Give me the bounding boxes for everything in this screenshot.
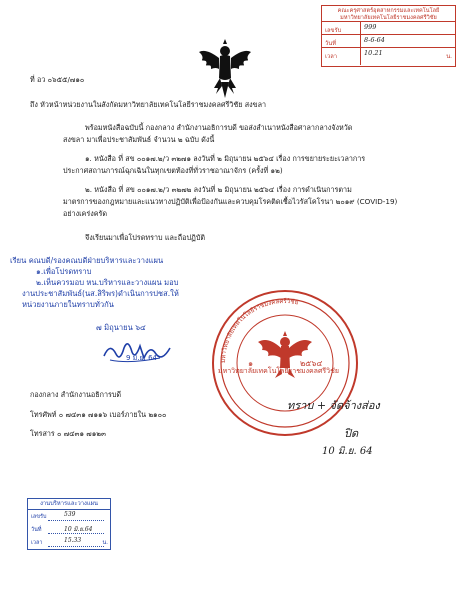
- receipt-stamp-header-line1: คณะครุศาสตร์อุตสาหกรรมและเทคโนโลยี: [337, 8, 440, 14]
- handwritten-note-line3: 10 มิ.ย. 64: [322, 446, 373, 457]
- admin-time-label: เวลา: [31, 540, 43, 546]
- paragraph1-line2: สงขลา มาเพื่อประชาสัมพันธ์ จำนวน ๒ ฉบับ ดังนี้: [63, 135, 215, 144]
- seal-inner-text: มหาวิทยาลัยเทคโนโลยีราชมงคลศรีวิชัย: [218, 367, 339, 375]
- admin-time-unit: น.: [102, 540, 108, 546]
- garuda-emblem-icon: [196, 38, 254, 102]
- item2-line1: ๒. หนังสือ ที่ สข ๐๐๑๗.๒/ว ๓๒๗๒ ลงวันที่ ๒ มิถุนายน ๒๕๖๔ เรื่อง การดำเนินการตาม: [85, 185, 352, 194]
- item1-line2: ประกาศสถานการณ์ฉุกเฉินในทุกเขตท้องที่ทั่วราชอาณาจักร (ครั้งที่ ๑๒): [63, 166, 283, 175]
- handwritten-note-line1: ทราบ + จัดจ้างส่อง: [287, 399, 380, 412]
- receipt-stamp: [321, 5, 456, 67]
- admin-no-label: เลขรับ: [31, 514, 47, 520]
- admin-no-value: 539: [64, 511, 76, 518]
- seal-date: ๒๕๖๔: [300, 359, 323, 368]
- receive-date-label: วันที่: [325, 41, 337, 47]
- closing-line: จึงเรียนมาเพื่อโปรดทราบ และถือปฏิบัติ: [85, 233, 206, 242]
- item2-line3: อย่างเคร่งครัด: [63, 209, 108, 218]
- seal-outer-text: มหาวิทยาลัยเทคโนโลยีราชมงคลศรีวิชัย: [219, 297, 299, 364]
- office-name: กองกลาง สำนักงานอธิการบดี: [30, 390, 122, 399]
- receipt-stamp-header-line2: มหาวิทยาลัยเทคโนโลยีราชมงคลศรีวิชัย: [340, 15, 437, 21]
- receive-no-label: เลขรับ: [325, 28, 342, 34]
- minute-line4: งานประชาสัมพันธ์(นส.สิริพร)ดำเนินการปชส.ให้: [22, 289, 179, 298]
- paragraph1-line1: พร้อมหนังสือฉบับนี้ กองกลาง สำนักงานอธิการบดี ขอส่งสำเนาหนังสือศาลากลางจังหวัด: [85, 123, 353, 132]
- item1-line1: ๑. หนังสือ ที่ สข ๐๐๑๗.๒/ว ๓๒๗๑ ลงวันที่ ๒ มิถุนายน ๒๕๖๔ เรื่อง การขยายระยะเวลาการ: [85, 154, 366, 163]
- minute-date: ๗ มิถุนายน ๖๔: [96, 323, 146, 332]
- document-ref-no: ที่ อว ๐๖๕๕/๗๑๐: [30, 75, 85, 84]
- minute-handwritten-date: 9 มิ.ย. 64: [126, 354, 157, 362]
- seal-number: ๑: [248, 359, 254, 368]
- office-fax: โทรสาร ๐ ๗๔๓๑ ๗๑๒๓: [30, 429, 106, 438]
- university-seal-icon: [208, 286, 362, 440]
- receive-time-label: เวลา: [325, 54, 338, 60]
- admin-date-value: 10 มิ.ย.64: [64, 526, 93, 533]
- minute-line3: ๒.เห็นควรมอบ หน.บริหารและวางแผน มอบ: [36, 278, 179, 287]
- item2-line2: มาตรการของกฎหมายและแนวทางปฏิบัติเพื่อป้องกันและควบคุมโรคติดเชื้อไวรัสโคโรนา ๒๐๑๙ (COVID-19): [63, 197, 398, 206]
- admin-receipt-stamp: [27, 498, 111, 550]
- minute-line2: ๑.เพื่อโปรดทราบ: [36, 267, 92, 276]
- minute-line1: เรียน คณบดี/รองคณบดีฝ่ายบริหารและวางแผน: [10, 256, 164, 265]
- receive-time-value: 10.21: [364, 49, 383, 57]
- receive-date-value: 8-6-64: [364, 36, 385, 44]
- admin-date-label: วันที่: [31, 527, 42, 533]
- receive-time-unit: น.: [446, 54, 452, 60]
- handwritten-note-line2: ปิด: [344, 427, 359, 440]
- office-phone: โทรศัพท์ ๐ ๗๔๓๑ ๗๑๑๖ เบอร์ภายใน ๒๑๐๐: [30, 410, 167, 419]
- receive-no-value: 999: [364, 23, 377, 31]
- minute-line5: หน่วยงานภายในทราบทั่วกัน: [22, 300, 114, 309]
- document-addressee: ถึง หัวหน้าหน่วยงานในสังกัดมหาวิทยาลัยเทคโนโลยีราชมงคลศรีวิชัย สงขลา: [30, 100, 267, 109]
- admin-stamp-header: งานบริหารและวางแผน: [28, 499, 110, 510]
- admin-time-value: 15.33: [64, 537, 82, 544]
